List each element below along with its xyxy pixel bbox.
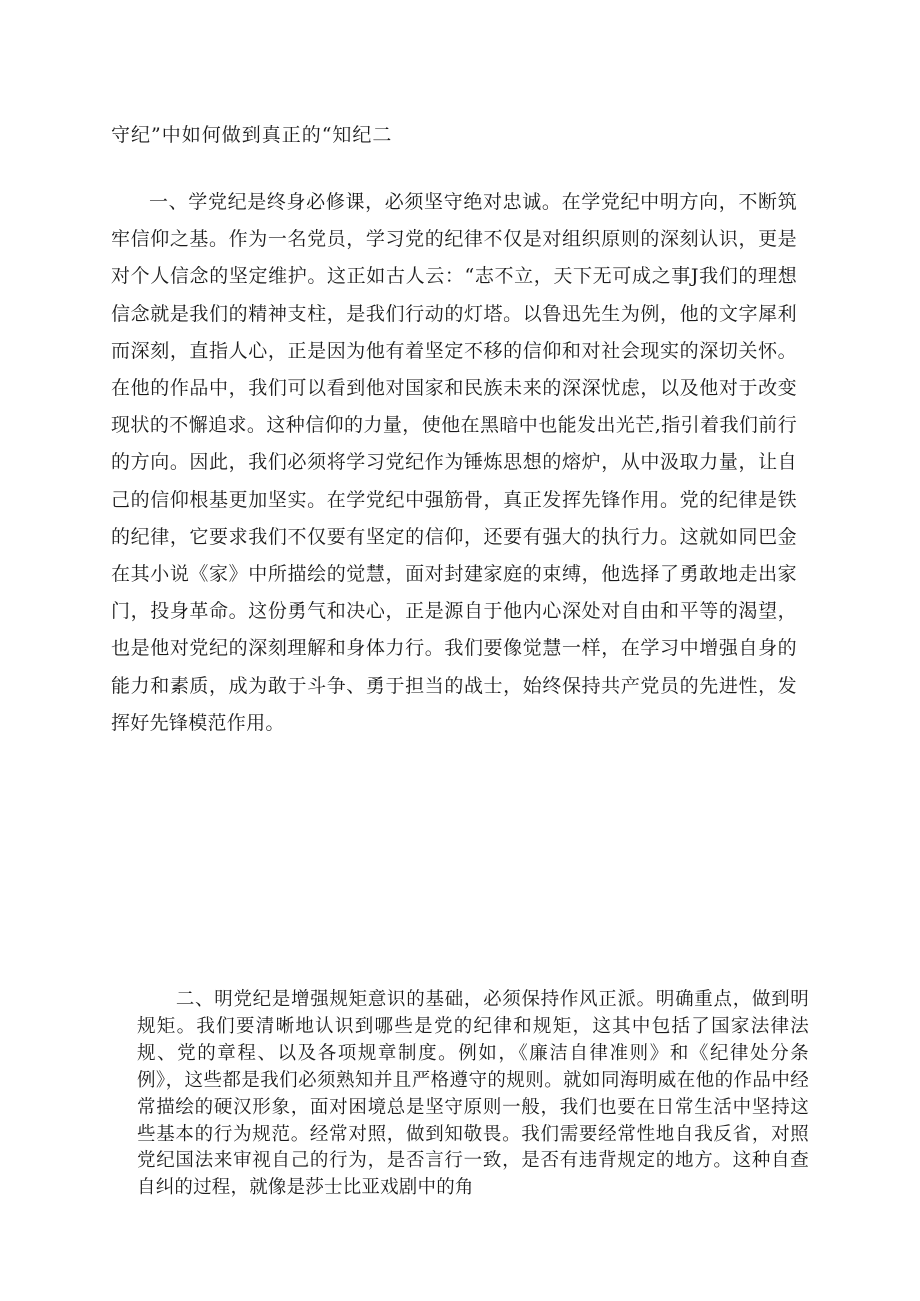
document-title: 守纪”中如何做到真正的“知纪二 xyxy=(111,124,393,146)
paragraph-section-two: 二、明党纪是增强规矩意识的基础，必须保持作风正派。明确重点，做到明规矩。我们要清晰地认识到哪些是党的纪律和规矩，这其中包括了国家法律法规、党的章程、以及各项规章制度。例如，《廉洁自律准则》和《纪律处分条例》，这些都是我们必须熟知并且严格遵守的规则。就如同海明威在他的作品中经常描绘的硬汉形象，面对困境总是坚守原则一般，我们也要在日常生活中坚持这些基本的行为规范。经常对照，做到知敬畏。我们需要经常性地自我反省，对照党纪国法来审视自己的行为，是否言行一致，是否有违背规定的地方。这种自查自纠的过程，就像是莎士比亚戏剧中的角 xyxy=(137,989,809,1199)
paragraph-section-one: 一、学党纪是终身必修课，必须坚守绝对忠诚。在学党纪中明方向，不断筑牢信仰之基。作为一名党员，学习党的纪律不仅是对组织原则的深刻认识，更是对个人信念的坚定维护。这正如古人云：“志不立，天下无可成之事J我们的理想信念就是我们的精神支柱，是我们行动的灯塔。以鲁迅先生为例，他的文字犀利而深刻，直指人心，正是因为他有着坚定不移的信仰和对社会现实的深切关怀。在他的作品中，我们可以看到他对国家和民族未来的深深忧虑，以及他对于改变现状的不懈追求。这种信仰的力量，使他在黑暗中也能发出光芒,指引着我们前行的方向。因此，我们必须将学习党纪作为锤炼思想的熔炉，从中汲取力量，让自己的信仰根基更加坚实。在学党纪中强筋骨，真正发挥先锋作用。党的纪律是铁的纪律，它要求我们不仅要有坚定的信仰，还要有强大的执行力。这就如同巴金在其小说《家》中所描绘的觉慧，面对封建家庭的束缚，他选择了勇敢地走出家门，投身革命。这份勇气和决心，正是源自于他内心深处对自由和平等的渴望，也是他对党纪的深刻理解和身体力行。我们要像觉慧一样，在学习中增强自身的能力和素质，成为敢于斗争、勇于担当的战士，始终保持共产党员的先进性，发挥好先锋模范作用。 xyxy=(111,191,797,734)
